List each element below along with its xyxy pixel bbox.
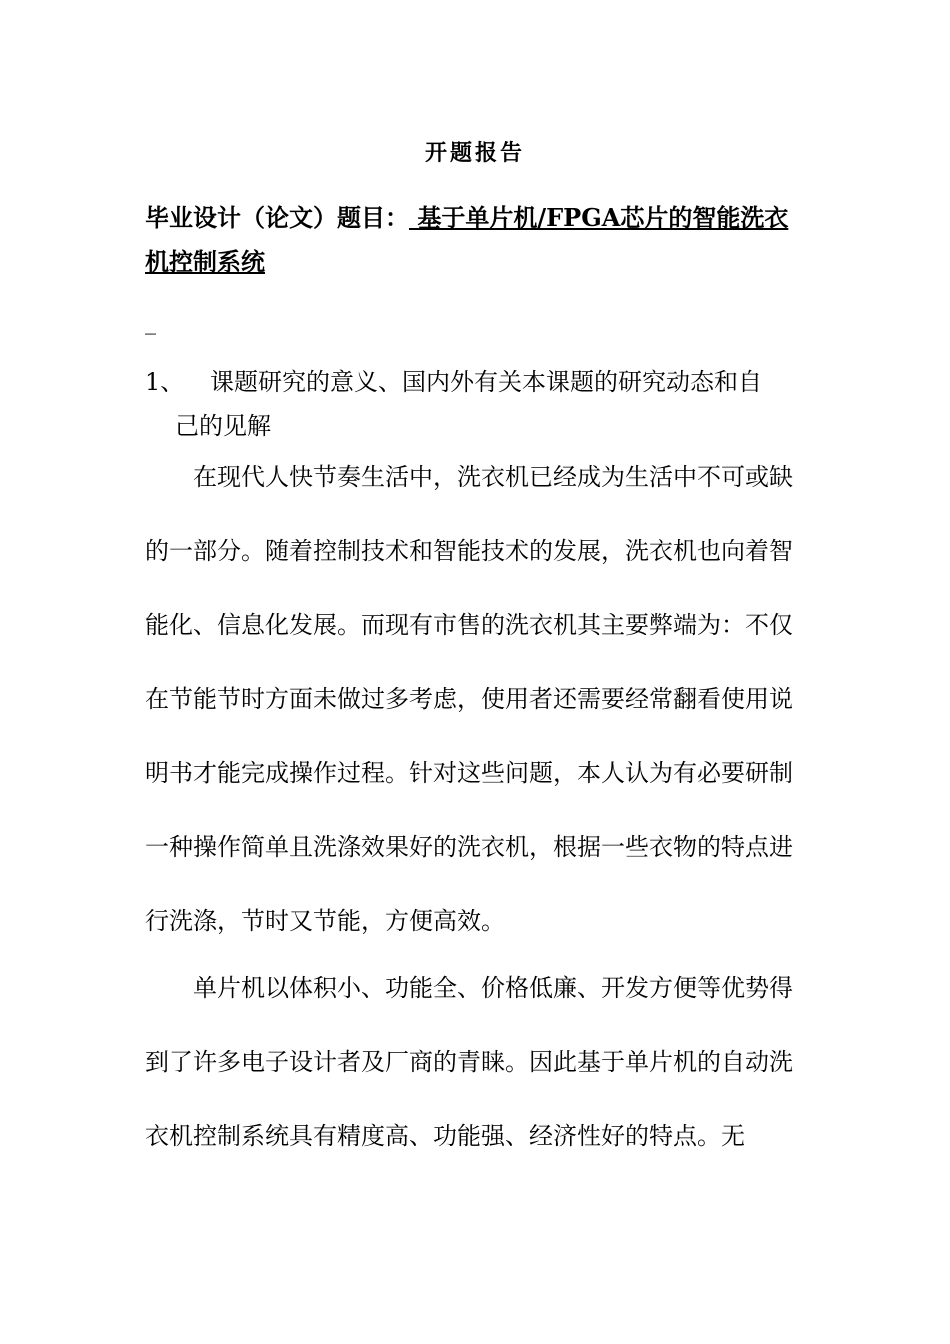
underscore-mark: _	[145, 310, 156, 335]
section-heading	[145, 360, 810, 448]
body-paragraph: 单片机以体积小、功能全、价格低廉、开发方便等优势得到了许多电子设计者及厂商的青睐。因此基于单片机的自动洗衣机控制系统具有精度高、功能强、经济性好的特点。无	[145, 974, 793, 1150]
subject-value: 基于单片机/FPGA芯片的智能洗衣机控制系统	[145, 203, 789, 276]
subject-label: 毕业设计（论文）题目：	[145, 203, 409, 232]
section-heading-line2: 己的见解	[175, 412, 271, 440]
thesis-subject	[145, 196, 810, 284]
document-title: 开题报告	[424, 140, 525, 166]
section-number: 1、	[145, 368, 185, 396]
body-paragraph: 在现代人快节奏生活中，洗衣机已经成为生活中不可或缺的一部分。随着控制技术和智能技术的发展，洗衣机也向着智能化、信息化发展。而现有市售的洗衣机其主要弊端为：不仅在节能节时方面未做过多考虑，使用者还需要经常翻看使用说明书才能完成操作过程。针对这些问题，本人认为有必要研制一种操作简单且洗涤效果好的洗衣机，根据一些衣物的特点进行洗涤，节时又节能，方便高效。	[145, 463, 793, 935]
section-heading-line1	[145, 360, 810, 404]
section-heading-text: 课题研究的意义、国内外有关本课题的研究动态和自	[210, 368, 762, 396]
